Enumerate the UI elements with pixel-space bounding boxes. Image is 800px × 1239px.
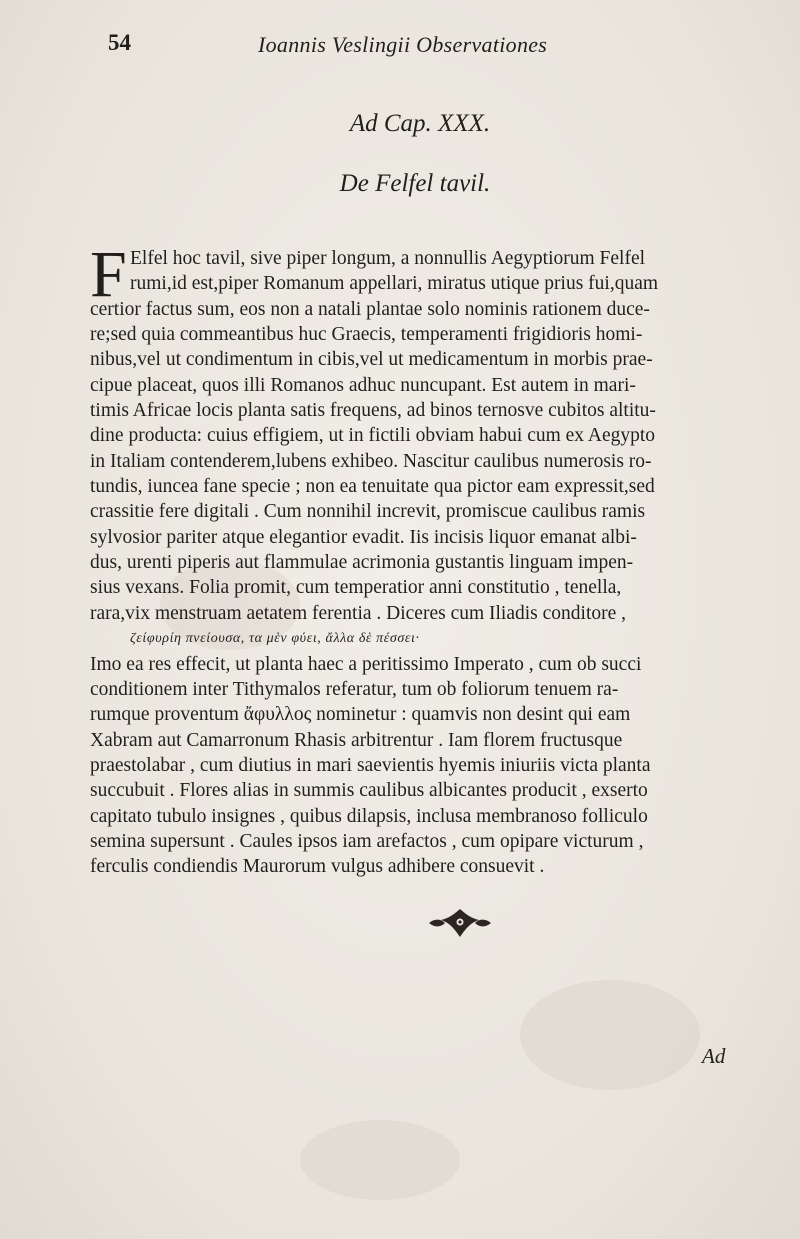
catchword: Ad — [702, 1044, 726, 1068]
text-line: tundis, iuncea fane specie ; non ea tenuitate qua pictor eam expressit,sed — [90, 476, 655, 498]
body-text — [90, 238, 760, 880]
text-line: succubuit . Flores alias in summis caulibus albicantes producit , exserto — [90, 780, 648, 802]
text-line: crassitie fere digitali . Cum nonnihil increvit, promiscue caulibus ramis — [90, 501, 646, 523]
text-line: ferculis condiendis Maurorum vulgus adhibere consuevit . — [90, 856, 545, 878]
page-number: 54 — [108, 30, 131, 55]
fleuron-ornament — [425, 906, 495, 940]
text-line: Elfel hoc tavil, sive piper longum, a nonnullis Aegyptiorum Felfel — [130, 248, 646, 269]
text-line: timis Africae locis planta satis frequens, ad binos ternosve cubitos altitu- — [90, 400, 656, 422]
running-title: Ioannis Veslingii Observationes — [258, 32, 548, 57]
text-line: rara,vix menstruam aetatem ferentia . Diceres cum Iliadis conditore , — [90, 602, 627, 624]
text-line: certior factus sum, eos non a natali plantae solo nominis rationem duce- — [90, 298, 650, 320]
paper-stain — [520, 980, 700, 1090]
text-line: conditionem inter Tithymalos referatur, tum ob foliorum tenuem ra- — [90, 678, 619, 700]
text-line: sylvosior pariter atque elegantior evadit. Iis incisis liquor emanat albi- — [90, 526, 637, 548]
chapter-heading: Ad Cap. XXX. — [349, 110, 491, 137]
text-line: capitato tubulo insignes , quibus dilapsis, inclusa membranoso folliculo — [90, 805, 648, 827]
text-line: praestolabar , cum diutius in mari saevientis hyemis iniuriis victa planta — [90, 754, 651, 776]
text-line: rumque proventum ἄφυλλος nominetur : quamvis non desint qui eam — [90, 704, 631, 726]
text-line: nibus,vel ut condimentum in cibis,vel ut medicamentum in morbis prae- — [90, 349, 653, 371]
text-line: sius vexans. Folia promit, cum temperatior anni constitutio , tenella, — [90, 577, 622, 599]
text-line: dine producta: cuius effigiem, ut in fictili obviam habui cum ex Aegypto — [90, 425, 656, 447]
drop-cap: F — [90, 238, 127, 311]
text-line: semina supersunt . Caules ipsos iam arefactos , cum opipare victurum , — [90, 830, 644, 852]
text-line: Xabram aut Camarronum Rhasis arbitrentur . Iam florem fructusque — [90, 729, 623, 751]
running-head — [108, 30, 668, 64]
text-line: rumi,id est,piper Romanum appellari, miratus utique prius fui,quam — [130, 273, 659, 295]
greek-quotation: ζείφυρίη πνείουσα, τα μὲν φύει, ἄλλα δὲ πέσσει· — [130, 631, 420, 647]
paper-stain — [300, 1120, 460, 1200]
text-line: dus, urenti piperis aut flammulae acrimonia gustantis linguam impen- — [90, 552, 634, 574]
text-line: re;sed quia commeantibus huc Graecis, temperamenti frigidioris homi- — [90, 324, 643, 346]
text-line: Imo ea res effecit, ut planta haec a peritissimo Imperato , cum ob succi — [90, 653, 642, 675]
section-title: De Felfel tavil. — [339, 170, 491, 197]
text-line: cipue placeat, quos illi Romanos adhuc nuncupant. Est autem in mari- — [90, 374, 636, 396]
text-line: in Italiam contenderem,lubens exhibeo. Nascitur caulibus numerosis ro- — [90, 450, 652, 472]
